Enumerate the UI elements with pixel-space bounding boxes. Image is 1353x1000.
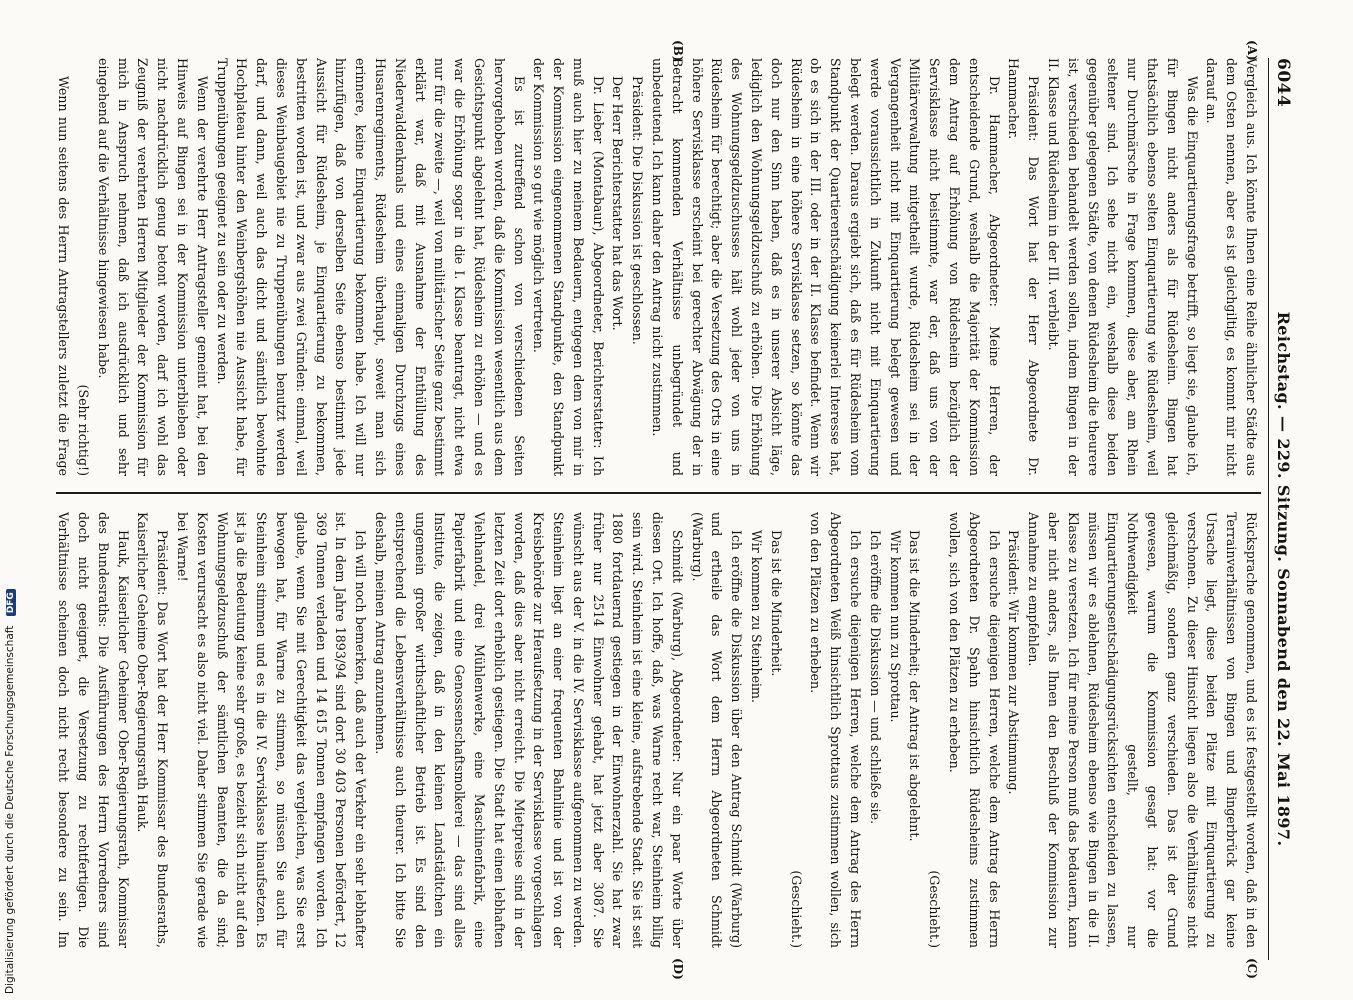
paragraph: Das ist die Minderheit. bbox=[768, 530, 784, 677]
paragraph: Schmidt (Warburg), Abgeordneter: Nur ein paar Worte über diesen Ort. Ich hoffe, daß, was Warne recht war, Steinheim billig sein wird. Steinheim ist eine kleine, aufstrebende Stadt. Sie ist seit 1880 fortdauernd gestiegen in der Einwohnerzahl. Sie hat zwar früher nur 2514 Einwohner gehabt, hat jetzt aber 3087. Sie wünscht aus der V. in die IV. Servisklasse aufgenommen zu werden. Steinheim liegt an einer frequenten Bahnlinie und ist von der Kreisbehörde zur Heraufsetzung in der Servisklasse vorgeschlagen worden, daß dies aber nicht erreicht. Die Mietpreise sind in der letzten Zeit dort erheblich gestiegen. Die Stadt hat einen lebhaften Viehhandel, drei Mühlenwerke, eine Maschinenfabrik, eine Papierfabrik und eine Genossenschaftsmolkerei — das sind alles Institute, die zeigen, daß in den kleinen Landstädtchen ein ungemein großer wirthschaftlicher Betrieb ist. Es sind den entsprechend die Lebensverhältnisse auch theurer. Ich bitte Sie deshalb, meinen Antrag anzunehmen. bbox=[372, 512, 685, 948]
paragraph: Ich will noch bemerken, daß auch der Verkehr ein sehr lebhafter ist. In dem Jahre 1893/94 sind dort 30 403 Personen befördert, 12 369 Tonnen verladen und 14 615 Tonnen empfangen worden. Ich glaube, wenn Sie mit Gerechtigkeit das vergleichen, was Sie erst bewogen hat, für Warne zu stimmen, so müssen Sie auch für Steinheim stimmen und es in die IV. Servisklasse hinaufsetzen. Es ist ja die Bedeutung keine sehr große, es bezieht sich nicht auf den Wohnungsgeldzuschuß der sämtlichen Beamten, die da sind; Kosten verursacht es also nicht viel. Daher stimmen Sie gerade wie bei Warne! bbox=[174, 512, 369, 948]
paragraph: Wenn nun seitens des Herrn Antragstellers zuletzt die Frage bbox=[56, 76, 72, 476]
paragraph: Wenn der verehrte Herr Antragsteller gemeint hat, bei den Hinweis auf Bingen sei in der Kommission unterblieben oder nicht nachdrücklich genug betont worden, darf ich wohl das Zeugniß der verehrten Herren Mitglieder der Kommission für mich in Anspruch nehmen, daß ich ausdrücklich und sehr eingehend auf die Verhältnisse hingewiesen habe. bbox=[95, 58, 210, 476]
column-divider bbox=[56, 492, 1261, 494]
left-text-column bbox=[56, 58, 1261, 476]
right-text-column bbox=[56, 512, 1261, 948]
dfg-logo: DFG bbox=[6, 589, 16, 616]
paragraph: Das ist die Minderheit; der Antrag ist abgelehnt. bbox=[907, 530, 923, 842]
paragraph: Der Herr Berichterstatter hat das Wort. bbox=[610, 76, 626, 331]
margin-marker-a: (A) bbox=[1245, 40, 1259, 61]
paragraph: Ich eröffne die Diskussion über den Antrag Schmidt (Warburg) und ertheile das Wort dem Herrn Abgeordneten Schmidt (Warburg). bbox=[689, 512, 745, 948]
paragraph: Präsident: Das Wort hat der Herr Abgeordnete Dr. Hammacher. bbox=[1006, 58, 1042, 476]
running-title: Reichstag. — 229. Sitzung. Sonnabend den 22. Mai 1897. bbox=[1274, 311, 1293, 847]
paragraph: Präsident: Wir kommen zur Abstimmung. bbox=[1006, 530, 1022, 795]
paragraph: Dr. Lieber (Montabaur), Abgeordneter, Berichterstatter: Ich muß auch hier zu meinem Bedauern, entgegen dem von mir in der Kommission eingenommenen Standpunkte, den Standpunkt der Kommission so gut wie möglich vertreten. bbox=[531, 58, 606, 476]
footer-credit bbox=[4, 0, 20, 994]
paragraph: Ich ersuche diejenigen Herren, welche dem Antrag des Herrn Abgeordneten Weiß hinsichtlich Sprottaus zustimmen wollen, sich von den Plätzen zu erheben. bbox=[808, 512, 864, 948]
footer-credit-text: Digitalisierung gefördert durch die Deutsche Forschungsgemeinschaft bbox=[4, 625, 16, 994]
paragraph: Hauk, Kaiserlicher Geheimer Ober-Regierungsrath, Kommissar des Bundesraths: Die Ausführungen des Herrn Vorredners sind doch nicht geeignet, die Versetzung zu rechtfertigen. Die Verhältnisse scheinen doch nicht recht besondere zu sein. Im bbox=[56, 512, 131, 948]
interjection: (Geschieht.) bbox=[788, 870, 804, 948]
paragraph: Wir kommen nun zu Sprottau. bbox=[887, 530, 903, 723]
paragraph: Präsident: Die Diskussion ist geschlossen. bbox=[630, 76, 646, 345]
paragraph: Dr. Hammacher, Abgeordneter: Meine Herren, der entscheidende Grund, weshalb die Majorität der Kommission dem Antrag auf Erhöhung von Rüdesheim bezüglich der Servisklasse nicht beistimmte, war der, daß uns von der Militärverwaltung mitgetheilt wurde, Rüdesheim sei in der Vergangenheit nicht mit Einquartierung belegt gewesen und werde voraussichtlich in Zukunft nicht mit Einquartierung belegt werden. Daraus ergiebt sich, daß es für Rüdesheim vom Standpunkt der Quartierentschädigung keinerlei Interesse hat, ob es sich in der III. oder in der II. Klasse befindet. Wenn wir Rüdesheim in eine höhere Servisklasse setzen, so könnte das doch nur den Sinn haben, daß es in unserer Absicht läge, lediglich den Wohnungsgeldzuschuß zu erhöhen. Die Erhöhung des Wohnungsgeldzuschusses hält wohl jeder von uns in Rüdesheim für berechtigt; aber die Versetzung des Orts in eine höhere Servisklasse erscheint bei gerechter Abwägung der in Betracht kommenden Verhältnisse unbegründet und unbedeutend. Ich kann daher den Antrag nicht zustimmen. bbox=[650, 58, 1002, 476]
interjection: (Sehr richtig!) bbox=[75, 384, 91, 476]
paragraph: Was die Einquartierungsfrage betrifft, so liegt sie, glaube ich, für Bingen nicht anders als für Rüdesheim. Bingen hat thatsächlich ebenso selten Einquartierung wie Rüdesheim, weil nur Durchmärsche in Frage kommen, diese aber, am Rhein seltener sind. Ich sehe nicht ein, weshalb diese beiden gegenüber gelegenen Städte, von denen Rüdesheim die theurere ist, verschieden behandelt werden sollen, indem Bingen in der II. Klasse und Rüdesheim in der III. verbleibt. bbox=[1046, 58, 1200, 476]
running-header bbox=[1268, 58, 1295, 960]
margin-marker-d: (D) bbox=[671, 958, 685, 980]
paragraph: Präsident: Das Wort hat der Herr Kommissar des Bundesraths, Kaiserlicher Geheime Ober-Regierungsrath Hauk. bbox=[135, 512, 171, 948]
margin-marker-c: (C) bbox=[1245, 958, 1259, 979]
margin-marker-b: (B) bbox=[671, 40, 685, 62]
digitization-footer bbox=[4, 0, 22, 994]
paragraph: Ich eröffne die Diskussion — und schließe sie. bbox=[867, 530, 883, 825]
paragraph: Ich ersuche diejenigen Herren, welche dem Antrag des Herrn Abgeordneten Dr. Spahn hinsichtlich Rüdesheims zustimmen wollen, sich von den Plätzen zu erheben. bbox=[947, 512, 1002, 948]
paragraph: Rücksprache genommen, und es ist festgestellt worden, daß in den Terrainverhältnissen von Bingen und Bingerbrück gar keine Ursache liegt, diese beiden Plätze mit Einquartierung zu verschonen. Zu dieser Hinsicht liegen also die Verhältnisse nicht gleichmäßig, sondern ganz verschieden. Das ist der Grund gewesen, warum die Kommission gesagt hat: vor die Nothwendigkeit gestellt, nur Einquartierungsentschädigungsrücksichten entscheiden zu lassen, müssen wir es ablehnen, Rüdesheim ebenso wie Bingen in die II. Klasse zu versetzen. Ich für meine Person muß das bedauern, kann aber nicht anders, als Ihnen den Beschluß der Kommission zur Annahme zu empfehlen. bbox=[1026, 512, 1259, 948]
page-number: 6044 bbox=[1273, 58, 1293, 108]
paragraph: Wir kommen zu Steinheim. bbox=[749, 530, 765, 704]
paragraph: Es ist zutreffend schon von verschiedenen Seiten hervorgehoben worden, daß die Kommission wesentlich aus dem Gesichtspunkt abgelehnt hat, Rüdesheim zu erhöhen — und es war die Erhöhung sogar in die I. Klasse beantragt, nicht etwa nur für die zweite —, weil von militärischer Seite ganz bestimmt erklärt war, daß mit Ausnahme der Enthüllung des Niederwalddenkmals und eines einmaligen Durchzugs eines Husarenregiments, Rüdesheim überhaupt, soweit man sich erinnere, keine Einquartierung bekommen habe. Ich will nur hinzufügen, daß von derselben Seite ebenso bestimmt jede Aussicht für Rüdesheim, je Einquartierung zu bekommen, bestritten worden ist, und zwar aus zwei Gründen: einmal, weil dieses Weinbaugebiet nie zu Truppenübungen benutzt werden darf, und dann, weil auch das dicht und sämtlich bewohnte Hochplateau hinter den Weinbergshöhen nie Aussicht habe, für Truppenübungen geeignet zu sein oder zu werden. bbox=[214, 58, 527, 476]
interjection: (Geschieht.) bbox=[927, 870, 943, 948]
paragraph: Vergleich aus. Ich könnte Ihnen eine Reihe ähnlicher Städte aus dem Osten nennen, aber es ist gleichgiltig, es kommt mir nicht darauf an. bbox=[1204, 58, 1259, 476]
